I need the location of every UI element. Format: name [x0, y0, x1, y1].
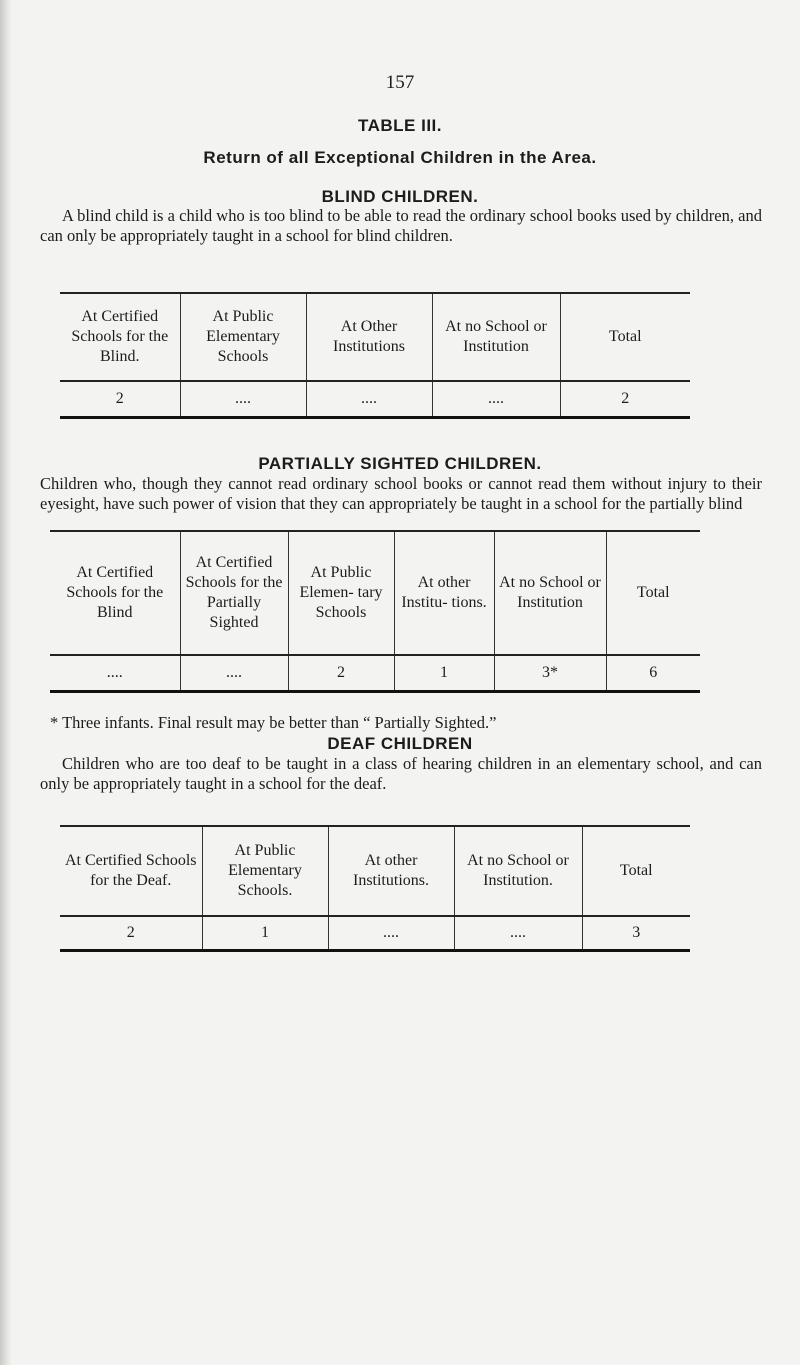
- deaf-table: [60, 825, 690, 952]
- blind-table: [60, 292, 690, 419]
- partially-sighted-heading: PARTIALLY SIGHTED CHILDREN.: [258, 454, 542, 473]
- column-header: At no School or Institution.: [454, 826, 582, 916]
- column-header: At Other Institutions: [306, 293, 432, 381]
- table-cell: ....: [180, 381, 306, 417]
- table-cell: ....: [328, 916, 454, 950]
- deaf-description: Children who are too deaf to be taught in a class of hearing children in an elementary school, and can only be appropriately taught in a school for the deaf.: [40, 754, 762, 793]
- column-header: Total: [560, 293, 690, 381]
- table-cell: ....: [180, 655, 288, 691]
- table-cell: 2: [60, 916, 202, 950]
- column-header: At other Institutions.: [328, 826, 454, 916]
- table-subtitle: Return of all Exceptional Children in the Area.: [203, 148, 597, 167]
- table-cell: 1: [202, 916, 328, 950]
- table-cell: 3: [582, 916, 690, 950]
- table-cell: 2: [288, 655, 394, 691]
- table-cell: 2: [560, 381, 690, 417]
- table-cell: 3*: [494, 655, 606, 691]
- column-header: Total: [606, 531, 700, 655]
- table-header-row: [60, 293, 690, 381]
- column-header: At Certified Schools for the Deaf.: [60, 826, 202, 916]
- table-cell: ....: [432, 381, 560, 417]
- table-cell: ....: [306, 381, 432, 417]
- table-cell: ....: [50, 655, 180, 691]
- table-cell: 1: [394, 655, 494, 691]
- partially-sighted-table: [50, 530, 700, 693]
- column-header: At Public Elementary Schools.: [202, 826, 328, 916]
- table-header-row: [60, 826, 690, 916]
- column-header: At Certified Schools for the Blind: [50, 531, 180, 655]
- table-cell: 2: [60, 381, 180, 417]
- table-cell: ....: [454, 916, 582, 950]
- column-header: At no School or Institution: [432, 293, 560, 381]
- column-header: At Public Elementary Schools: [180, 293, 306, 381]
- footnote: * Three infants. Final result may be better than “ Partially Sighted.”: [50, 713, 497, 732]
- table-title: TABLE III.: [357, 116, 442, 135]
- column-header: At other Institu- tions.: [394, 531, 494, 655]
- table-row: [60, 916, 690, 950]
- table-cell: 6: [606, 655, 700, 691]
- column-header: At no School or Institution: [494, 531, 606, 655]
- page-number: 157: [385, 72, 415, 93]
- blind-description: A blind child is a child who is too blind to be able to read the ordinary school books used by children, and can only be appropriately taught in a school for blind children.: [40, 206, 762, 245]
- blind-heading: BLIND CHILDREN.: [321, 187, 479, 206]
- partially-sighted-description: Children who, though they cannot read ordinary school books or cannot read them without injury to their eyesight, have such power of vision that they can appropriately be taught in a school for the partially blind: [40, 474, 762, 513]
- table-header-row: [50, 531, 700, 655]
- column-header: Total: [582, 826, 690, 916]
- column-header: At Public Elemen- tary Schools: [288, 531, 394, 655]
- column-header: At Certified Schools for the Partially Sighted: [180, 531, 288, 655]
- table-row: [60, 381, 690, 417]
- deaf-heading: DEAF CHILDREN: [327, 734, 473, 753]
- table-row: [50, 655, 700, 691]
- column-header: At Certified Schools for the Blind.: [60, 293, 180, 381]
